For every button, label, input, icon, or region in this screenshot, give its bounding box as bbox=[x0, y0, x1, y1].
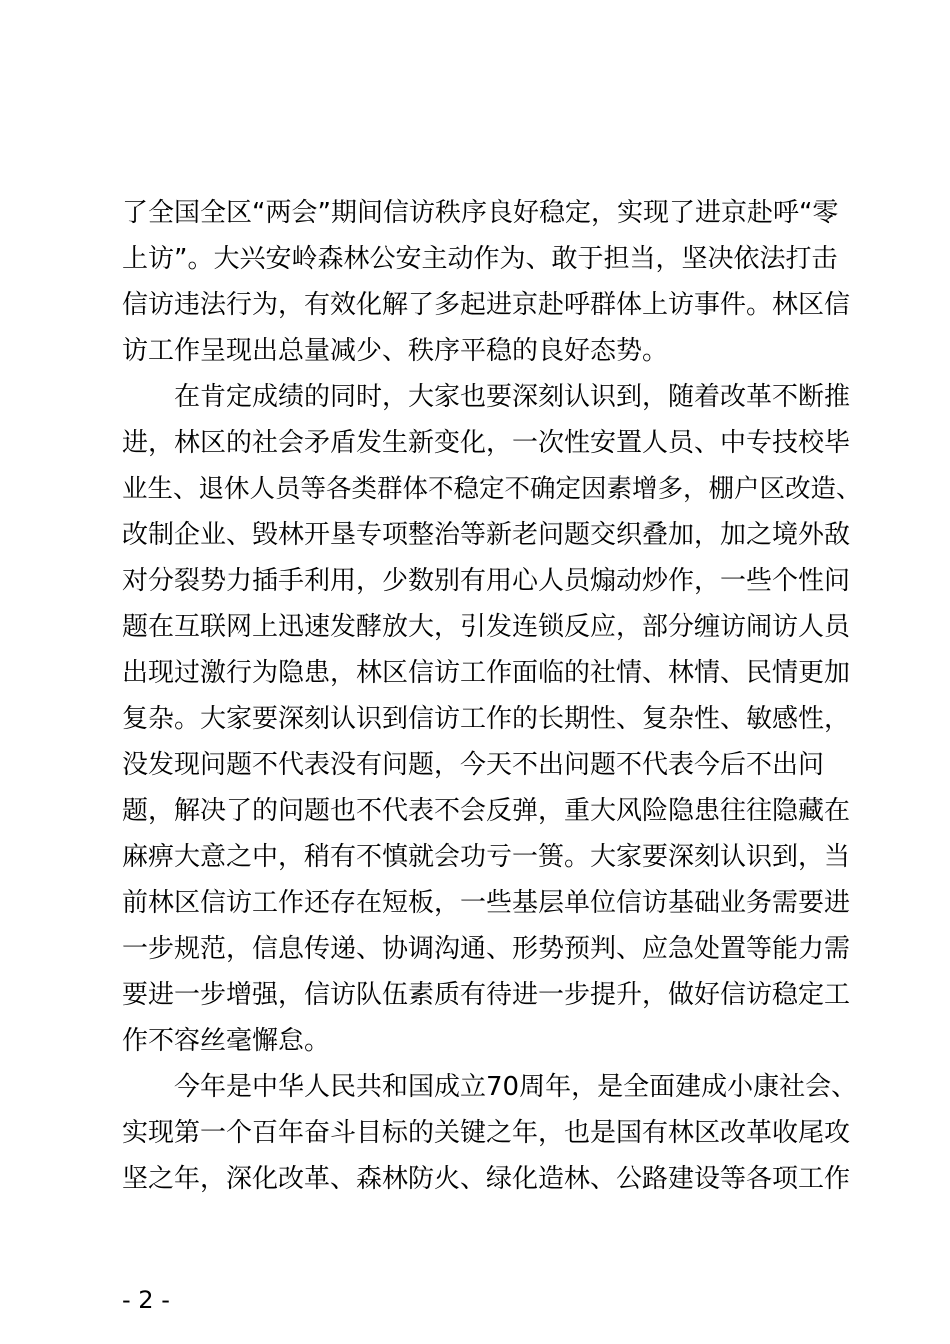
text-line: 作不容丝毫懈怠。 bbox=[122, 1026, 331, 1056]
text-line: 了全国全区“两会”期间信访秩序良好稳定，实现了进京赴呼“零 bbox=[122, 198, 839, 228]
text-line: 题，解决了的问题也不代表不会反弹，重大风险隐患往往隐藏在 bbox=[122, 796, 851, 826]
text-line: 对分裂势力插手利用，少数别有用心人员煽动炒作，一些个性问 bbox=[122, 566, 851, 596]
text-line: 前林区信访工作还存在短板，一些基层单位信访基础业务需要进 bbox=[122, 888, 851, 918]
text-line: 要进一步增强，信访队伍素质有待进一步提升，做好信访稳定工 bbox=[122, 980, 851, 1010]
text-line: 出现过激行为隐患，林区信访工作面临的社情、林情、民情更加 bbox=[122, 658, 851, 688]
text-line: 在肯定成绩的同时，大家也要深刻认识到，随着改革不断推 bbox=[122, 382, 851, 412]
text-line: 一步规范，信息传递、协调沟通、形势预判、应急处置等能力需 bbox=[122, 934, 851, 964]
text-line: 题在互联网上迅速发酵放大，引发连锁反应，部分缠访闹访人员 bbox=[122, 612, 851, 642]
text-line: 改制企业、毁林开垦专项整治等新老问题交织叠加，加之境外敌 bbox=[122, 520, 851, 550]
body-text bbox=[122, 190, 862, 1202]
text-line: 信访违法行为，有效化解了多起进京赴呼群体上访事件。林区信 bbox=[122, 290, 851, 320]
text-line: 没发现问题不代表没有问题，今天不出问题不代表今后不出问 bbox=[122, 750, 825, 780]
text-line: 上访”。大兴安岭森林公安主动作为、敢于担当，坚决依法打击 bbox=[122, 244, 838, 274]
text-line: 复杂。大家要深刻认识到信访工作的长期性、复杂性、敏感性， bbox=[122, 704, 851, 734]
text-line: 实现第一个百年奋斗目标的关键之年，也是国有林区改革收尾攻 bbox=[122, 1118, 851, 1148]
text-line: 麻痹大意之中，稍有不慎就会功亏一篑。大家要深刻认识到，当 bbox=[122, 842, 851, 872]
text-line: 坚之年，深化改革、森林防火、绿化造林、公路建设等各项工作 bbox=[122, 1164, 851, 1194]
text-line: 今年是中华人民共和国成立70周年，是全面建成小康社会、 bbox=[122, 1072, 858, 1102]
text-line: 访工作呈现出总量减少、秩序平稳的良好态势。 bbox=[122, 336, 669, 366]
page-number: - 2 - bbox=[122, 1286, 170, 1314]
text-line: 业生、退休人员等各类群体不稳定不确定因素增多，棚户区改造、 bbox=[122, 474, 862, 504]
text-line: 进，林区的社会矛盾发生新变化，一次性安置人员、中专技校毕 bbox=[122, 428, 851, 458]
